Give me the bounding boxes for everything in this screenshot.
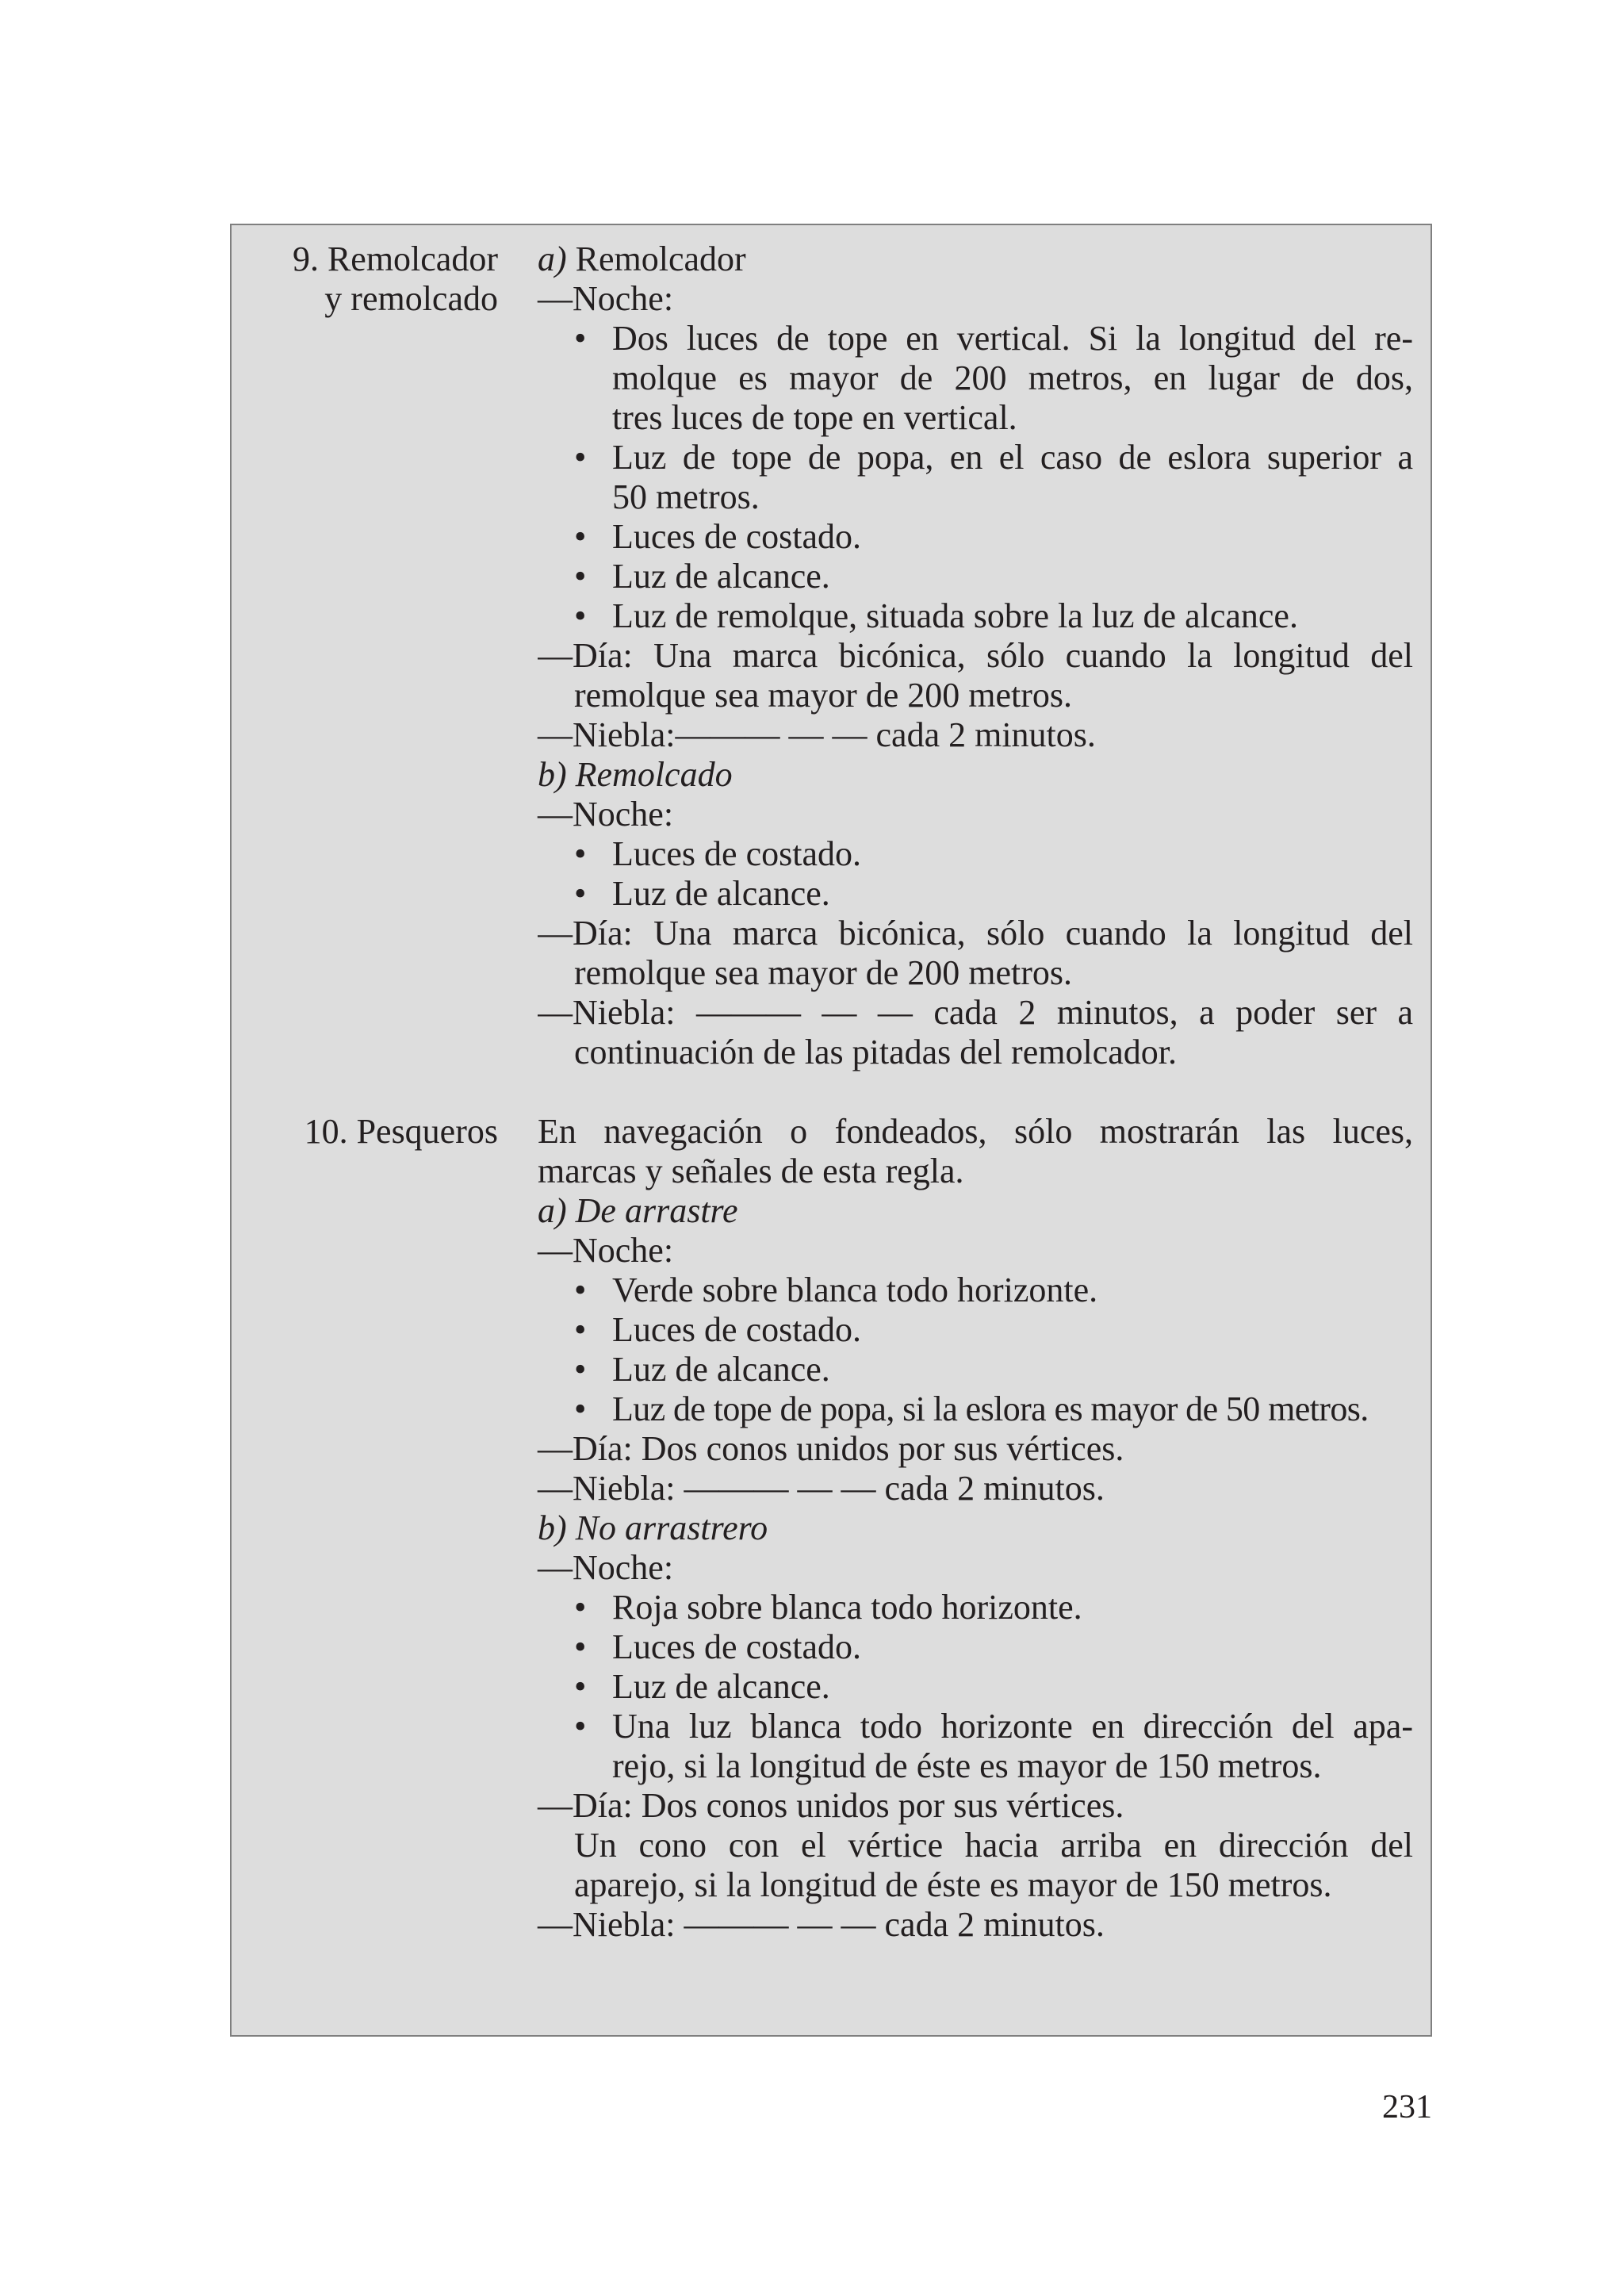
condition-line: —Niebla:——— — — cada 2 minutos.: [538, 715, 1096, 754]
condition-line: —Noche:: [538, 795, 674, 834]
bullet-text: Luz de tope de popa, en el caso de eslora superior a: [612, 438, 1413, 477]
bullet-text: Luz de alcance.: [612, 557, 830, 596]
condition-line: —Día: Una marca bicónica, sólo cuando la longitud del: [538, 914, 1413, 953]
bullet-item: [538, 1271, 1413, 1310]
section-label-line: y remolcado: [324, 279, 498, 318]
bullet-item: [538, 1667, 1413, 1707]
bullet-item: [538, 1627, 1413, 1667]
condition-line: —Noche:: [538, 1548, 674, 1587]
section-label-line: 10. Pesqueros: [304, 1112, 498, 1151]
bullet-item: [538, 1350, 1413, 1389]
bullet-icon: •: [574, 1310, 587, 1349]
bullet-text: Dos luces de tope en vertical. Si la longitud del re-: [612, 319, 1413, 358]
bullet-icon: •: [574, 1271, 587, 1309]
bullet-text: Luces de costado.: [612, 517, 861, 556]
subheading: b) Remolcado: [538, 755, 733, 794]
bullet-text: Luces de costado.: [612, 834, 861, 873]
section-label-line: 9. Remolcador: [292, 240, 498, 278]
bullet-icon: •: [574, 1389, 586, 1428]
bullet-continuation: tres luces de tope en vertical.: [612, 398, 1017, 437]
bullet-continuation: rejo, si la longitud de éste es mayor de 150 metros.: [612, 1746, 1322, 1785]
bullet-item: [538, 438, 1413, 477]
condition-line: —Noche:: [538, 1231, 674, 1270]
condition-line: —Niebla: ——— — — cada 2 minutos.: [538, 1469, 1105, 1508]
bullet-text: Luces de costado.: [612, 1310, 861, 1349]
subheading: [538, 240, 1413, 279]
bullet-item: [538, 834, 1413, 874]
bullet-item: [538, 874, 1413, 914]
bullet-icon: •: [574, 1588, 587, 1627]
bullet-icon: •: [574, 1667, 587, 1706]
rules-box: [230, 224, 1432, 2037]
bullet-icon: •: [574, 596, 587, 635]
bullet-item: [538, 596, 1413, 636]
subheading-letter: a): [538, 240, 567, 278]
condition-continuation: Un cono con el vértice hacia arriba en dirección del: [574, 1826, 1413, 1865]
condition-line: —Noche:: [538, 279, 674, 318]
condition-line: —Día: Una marca bicónica, sólo cuando la longitud del: [538, 636, 1413, 675]
bullet-icon: •: [574, 557, 587, 596]
bullet-text: Luz de alcance.: [612, 874, 830, 913]
bullet-item: [538, 1588, 1413, 1627]
condition-line: —Niebla: ——— — — cada 2 minutos.: [538, 1905, 1105, 1944]
bullet-continuation: molque es mayor de 200 metros, en lugar de dos,: [612, 358, 1413, 397]
bullet-icon: •: [574, 1350, 587, 1389]
bullet-item: [538, 1389, 1413, 1429]
bullet-icon: •: [574, 517, 587, 556]
condition-line: —Día: Dos conos unidos por sus vértices.: [538, 1429, 1124, 1468]
section-label: [232, 240, 498, 319]
bullet-item: [538, 1310, 1413, 1350]
bullet-item: [538, 517, 1413, 557]
bullet-item: [538, 557, 1413, 596]
intro-line: En navegación o fondeados, sólo mostrarán las luces,: [538, 1112, 1413, 1151]
section-content: [538, 1112, 1413, 1945]
section-content: [538, 240, 1413, 1072]
bullet-text: Luz de alcance.: [612, 1667, 830, 1706]
bullet-text: Una luz blanca todo horizonte en dirección del apa-: [612, 1707, 1413, 1746]
intro-line: marcas y señales de esta regla.: [538, 1152, 964, 1190]
bullet-icon: •: [574, 1707, 587, 1746]
bullet-item: [538, 319, 1413, 358]
subheading: a) De arrastre: [538, 1191, 738, 1230]
bullet-text: Luz de tope de popa, si la eslora es mayor de 50 metros.: [612, 1389, 1369, 1428]
condition-continuation: aparejo, si la longitud de éste es mayor de 150 metros.: [574, 1865, 1332, 1904]
condition-continuation: continuación de las pitadas del remolcador.: [574, 1033, 1177, 1071]
bullet-icon: •: [574, 1627, 587, 1666]
bullet-text: Verde sobre blanca todo horizonte.: [612, 1271, 1098, 1309]
condition-line: —Niebla: ——— — — cada 2 minutos, a poder ser a: [538, 993, 1413, 1032]
subheading-text: Remolcador: [575, 240, 746, 278]
condition-continuation: remolque sea mayor de 200 metros.: [574, 953, 1073, 992]
subheading: b) No arrastrero: [538, 1508, 768, 1547]
bullet-text: Roja sobre blanca todo horizonte.: [612, 1588, 1082, 1627]
bullet-icon: •: [574, 319, 587, 358]
section-label: [232, 1112, 498, 1152]
bullet-continuation: 50 metros.: [612, 477, 760, 516]
bullet-icon: •: [574, 874, 587, 913]
bullet-text: Luz de remolque, situada sobre la luz de alcance.: [612, 596, 1298, 635]
bullet-icon: •: [574, 438, 587, 477]
page-number: 231: [1382, 2089, 1432, 2125]
bullet-item: [538, 1707, 1413, 1746]
condition-line: —Día: Dos conos unidos por sus vértices.: [538, 1786, 1124, 1825]
condition-continuation: remolque sea mayor de 200 metros.: [574, 676, 1073, 715]
bullet-text: Luz de alcance.: [612, 1350, 830, 1389]
bullet-icon: •: [574, 834, 587, 873]
bullet-text: Luces de costado.: [612, 1627, 861, 1666]
